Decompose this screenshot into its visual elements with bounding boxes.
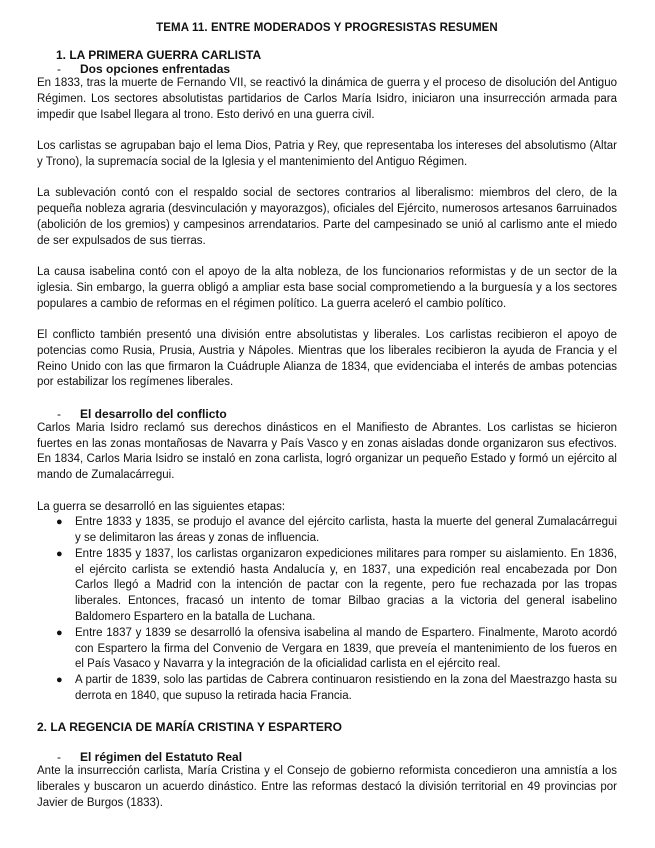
list-item [37, 547, 617, 626]
section-1-heading: 1. LA PRIMERA GUERRA CARLISTA [56, 48, 262, 62]
bullet-marker: ● [56, 547, 63, 560]
list-item [37, 673, 617, 705]
paragraph: El conflicto también presentó una división entre absolutistas y liberales. Los carlistas recibieron el apoyo de potencias como Rusia, Prusia, Austria y Nápoles. Mientras que los liberales recibieron la ayuda de Francia y el Reino Unido con las que firmaron la Cuádruple Alianza de 1834, que evidenciaba el interés de ambas potencias por estabilizar los regímenes liberales. [37, 328, 617, 389]
subsection-dos-opciones [37, 62, 617, 76]
dash-marker: - [57, 750, 61, 765]
list-item-text: Entre 1833 y 1835, se produjo el avance del ejército carlista, hasta la muerte del general Zumalacárregui y se delimitaron las áreas y zonas de influencia. [75, 516, 617, 545]
list-item-text: Entre 1835 y 1837, los carlistas organizaron expediciones militares para romper su aislamiento. En 1836, el ejército carlista se extendió hasta Andalucía y, en 1837, una expedición real encabezada por Don Carlos llegó a Madrid con la intención de pactar con la regente, pero fue rechazada por las tropas liberales. Entonces, fracasó un intento de tomar Bilbao gracias a la victoria del general isabelino Baldomero Espartero en la batalla de Luchana. [75, 547, 617, 624]
dash-marker: - [57, 406, 61, 421]
list-item-text: Entre 1837 y 1839 se desarrolló la ofensiva isabelina al mando de Espartero. Finalmente, Maroto acordó con Espartero la firma del Convenio de Vergara en 1839, que preveía el mantenimiento de los fueros en el País Vasaco y Navarra y la integración de la oficialidad carlista en el ejército real. [75, 626, 617, 671]
dash-marker: - [57, 62, 61, 76]
list-item [37, 626, 617, 673]
paragraph: La sublevación contó con el respaldo social de sectores contrarios al liberalismo: miembros del clero, de la pequeña nobleza agraria (desvinculación y mayorazgos), oficiales del Ejército, numerosos artesanos 6arruinados (abolición de los gremios) y campesinos arrendatarios. Parte del campesinado se unió al carlismo ante el miedo de ser expulsados de sus tierras. [37, 187, 617, 247]
stages-list [37, 515, 617, 705]
paragraph: Ante la insurrección carlista, María Cristina y el Consejo de gobierno reformista concedieron una amnistía a los liberales y buscaron un acuerdo dinástico. Entre las reformas destacó la división territorial en 49 provincias por Javier de Burgos (1833). [37, 765, 617, 809]
subsection-estatuto-real [37, 750, 617, 764]
subsection-title: El desarrollo del conflicto [80, 406, 227, 421]
subsection-desarrollo [37, 407, 617, 421]
paragraph: En 1833, tras la muerte de Fernando VII, se reactivó la dinámica de guerra y el proceso de disolución del Antiguo Régimen. Los sectores absolutistas partidarios de Carlos María Isidro, iniciaron una insurrección armada para impedir que Isabel llegara al trono. Esto derivó en una guerra civil. [37, 77, 617, 121]
list-item-text: A partir de 1839, solo las partidas de Cabrera continuaron resistiendo en la zona del Maestrazgo hasta su derrota en 1840, que supuso la retirada hacia Francia. [75, 674, 617, 703]
bullet-marker: ● [56, 626, 63, 639]
paragraph: La causa isabelina contó con el apoyo de la alta nobleza, de los funcionarios reformistas y de un sector de la iglesia. Sin embargo, la guerra obligó a ampliar esta base social comprometiendo a la burguesía y a los sectores populares a cambio de reformas en el régimen político. La guerra aceleró el cambio político. [37, 265, 617, 310]
section-2-heading: 2. LA REGENCIA DE MARÍA CRISTINA Y ESPARTERO [37, 720, 342, 735]
list-item [37, 515, 617, 547]
document-title: TEMA 11. ENTRE MODERADOS Y PROGRESISTAS RESUMEN [156, 22, 498, 34]
bullet-marker: ● [56, 516, 63, 529]
subsection-title: Dos opciones enfrentadas [80, 62, 231, 76]
paragraph: La guerra se desarrolló en las siguientes etapas: [37, 500, 286, 513]
subsection-title: El régimen del Estatuto Real [80, 750, 243, 765]
bullet-marker: ● [56, 674, 63, 687]
paragraph: Carlos Maria Isidro reclamó sus derechos dinásticos en el Manifiesto de Abrantes. Los carlistas se hicieron fuertes en las zonas montañosas de Navarra y País Vasco y en zonas aisladas donde organizaron sus efectivos. En 1834, Carlos Maria Isidro se instaló en zona carlista, logró organizar un pequeño Estado y formó un ejército al mando de Zumalacárregui. [37, 421, 617, 482]
paragraph: Los carlistas se agrupaban bajo el lema Dios, Patria y Rey, que representaba los intereses del absolutismo (Altar y Trono), la supremacía social de la Iglesia y el mantenimiento del Antiguo Régimen. [37, 139, 617, 168]
